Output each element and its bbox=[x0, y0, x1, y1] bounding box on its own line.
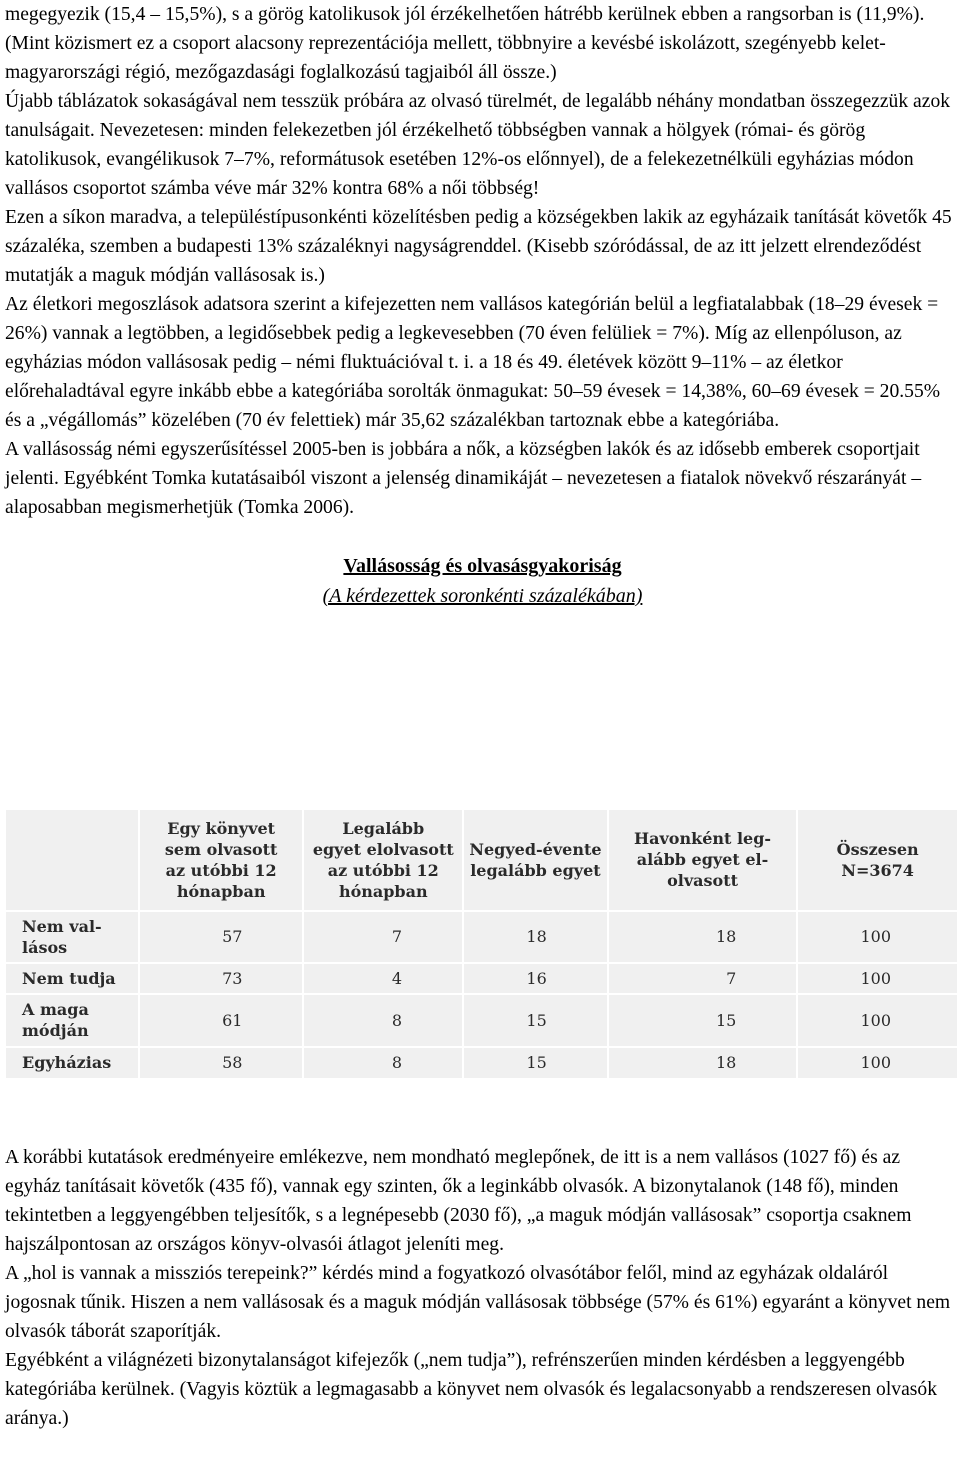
table-caption bbox=[5, 551, 960, 611]
table-header-cell: Negyed-évente legalább egyet bbox=[463, 809, 608, 911]
table-cell: 16 bbox=[463, 963, 608, 993]
table-title: Vallásosság és olvasásgyakoriság bbox=[343, 555, 622, 577]
paragraph-3: Ezen a síkon maradva, a településtípusonkénti közelítésben pedig a községekben lakik az egyházaik tanítását követők 45 százaléka, szemben a budapesti 13% százaléknyi nagyságrenddel. (Kisebb szóródással, de az itt jelzett elrendeződést mutatják a maguk módján vallásosak is.) bbox=[5, 207, 952, 286]
row-label: Nem tudja bbox=[5, 963, 139, 993]
table-cell: 7 bbox=[303, 911, 463, 964]
table-cell: 100 bbox=[797, 963, 958, 993]
row-label: A maga módján bbox=[5, 994, 139, 1047]
table-cell: 18 bbox=[463, 911, 608, 964]
table-cell: 73 bbox=[139, 963, 304, 993]
table-cell: 4 bbox=[303, 963, 463, 993]
row-label: Egyházias bbox=[5, 1047, 139, 1080]
paragraph-8: Egyébként a világnézeti bizonytalanságot kifejezők („nem tudja”), refrénszerűen minden kérdésben a leggyengébb kategóriába kerülnek. (Vagyis köztük a legmagasabb a könyvet nem olvasók és legalacsonyabb a rendszeresen olvasók aránya.) bbox=[5, 1350, 938, 1429]
table-cell: 8 bbox=[303, 1047, 463, 1080]
table-corner-cell bbox=[5, 809, 139, 911]
row-label: Nem val- lásos bbox=[5, 911, 139, 964]
table-row bbox=[5, 911, 958, 964]
paragraph-2: Újabb táblázatok sokaságával nem tesszük próbára az olvasó türelmét, de legalább néhány mondatban összegezzük azok tanulságait. Nevezetesen: minden felekezetben jól érzékelhető többségben vannak a hölgyek (római- és görög katolikusok, evangélikusok 7–7%, reformátusok esetében 12%-os előnnyel), de a felekezetnélküli egyházias módon vallásos csoportot számba véve már 32% kontra 68% a női többség! bbox=[5, 91, 951, 199]
table-row bbox=[5, 994, 958, 1047]
survey-table bbox=[4, 808, 959, 1080]
table-cell: 15 bbox=[608, 994, 798, 1047]
paragraph-6: A korábbi kutatások eredményeire emlékezve, nem mondható meglepőnek, de itt is a nem vallásos (1027 fő) és az egyház tanításait követők (435 fő), vannak egy szinten, ők a leginkább olvasók. A bizonytalanok (148 fő), minden tekintetben a leggyengébben teljesítők, s a legnépesebb (2030 fő), „a maguk módján vallásosak” csoportja csaknem hajszálpontosan az országos könyv-olvasói átlagot jeleníti meg. bbox=[5, 1147, 912, 1255]
document-page bbox=[5, 0, 960, 611]
paragraph-4: Az életkori megoszlások adatsora szerint a kifejezetten nem vallásos kategórián belül a legfiatalabbak (18–29 évesek = 26%) vannak a legtöbben, a legidősebbek pedig a legkevesebben (70 éven felüliek = 7%). Míg az ellenpóluson, az egyházias módon vallásosak pedig – némi fluktuációval t. i. a 18 és 49. életévek között 9–11% – az életkor előrehaladtával egyre inkább ebbe a kategóriába sorolták önmagukat: 50–59 évesek = 14,38%, 60–69 évesek = 20.55% és a „végállomás” közelében (70 év felettiek) már 35,62 százalékban tartoznak ebbe a kategóriába. bbox=[5, 294, 941, 431]
table-header-cell: Összesen N=3674 bbox=[797, 809, 958, 911]
table-cell: 58 bbox=[139, 1047, 304, 1080]
survey-table-image bbox=[4, 808, 959, 1080]
table-header-cell: Egy könyvet sem olvasott az utóbbi 12 hónapban bbox=[139, 809, 304, 911]
paragraph-7: A „hol is vannak a missziós terepeink?” kérdés mind a fogyatkozó olvasótábor felől, mind az egyházak oldaláról jogosnak tűnik. Hiszen a nem vallásosak és a maguk módján vallásosak többsége (57% és 61%) egyaránt a könyvet nem olvasók táborát szaporítják. bbox=[5, 1263, 951, 1342]
table-cell: 100 bbox=[797, 1047, 958, 1080]
table-header-cell: Legalább egyet elolvasott az utóbbi 12 hónapban bbox=[303, 809, 463, 911]
table-cell: 8 bbox=[303, 994, 463, 1047]
paragraph-5: A vallásosság némi egyszerűsítéssel 2005-ben is jobbára a nők, a községben lakók és az idősebb emberek csoportjait jelenti. Egyébként Tomka kutatásaiból viszont a jelenség dinamikáját – nevezetesen a fiatalok növekvő részarányát –alaposabban megismerhetjük (Tomka 2006). bbox=[5, 439, 922, 518]
table-row bbox=[5, 963, 958, 993]
document-page-lower bbox=[5, 1143, 960, 1433]
table-cell: 7 bbox=[608, 963, 798, 993]
table-cell: 61 bbox=[139, 994, 304, 1047]
table-cell: 57 bbox=[139, 911, 304, 964]
table-cell: 18 bbox=[608, 911, 798, 964]
table-cell: 100 bbox=[797, 911, 958, 964]
paragraph-1: megegyezik (15,4 – 15,5%), s a görög katolikusok jól érzékelhetően hátrébb kerülnek ebben a rangsorban is (11,9%). (Mint közismert ez a csoport alacsony reprezentációja mellett, többnyire a kevésbé iskolázott, szegényebb kelet-magyarországi régió, mezőgazdasági foglalkozású tagjaiból áll össze.) bbox=[5, 4, 925, 83]
table-cell: 18 bbox=[608, 1047, 798, 1080]
table-header-cell: Havonként leg- alább egyet el- olvasott bbox=[608, 809, 798, 911]
table-cell: 100 bbox=[797, 994, 958, 1047]
table-header-row bbox=[5, 809, 958, 911]
table-row bbox=[5, 1047, 958, 1080]
table-cell: 15 bbox=[463, 994, 608, 1047]
table-subtitle: (A kérdezettek soronkénti százalékában) bbox=[322, 585, 643, 607]
table-cell: 15 bbox=[463, 1047, 608, 1080]
